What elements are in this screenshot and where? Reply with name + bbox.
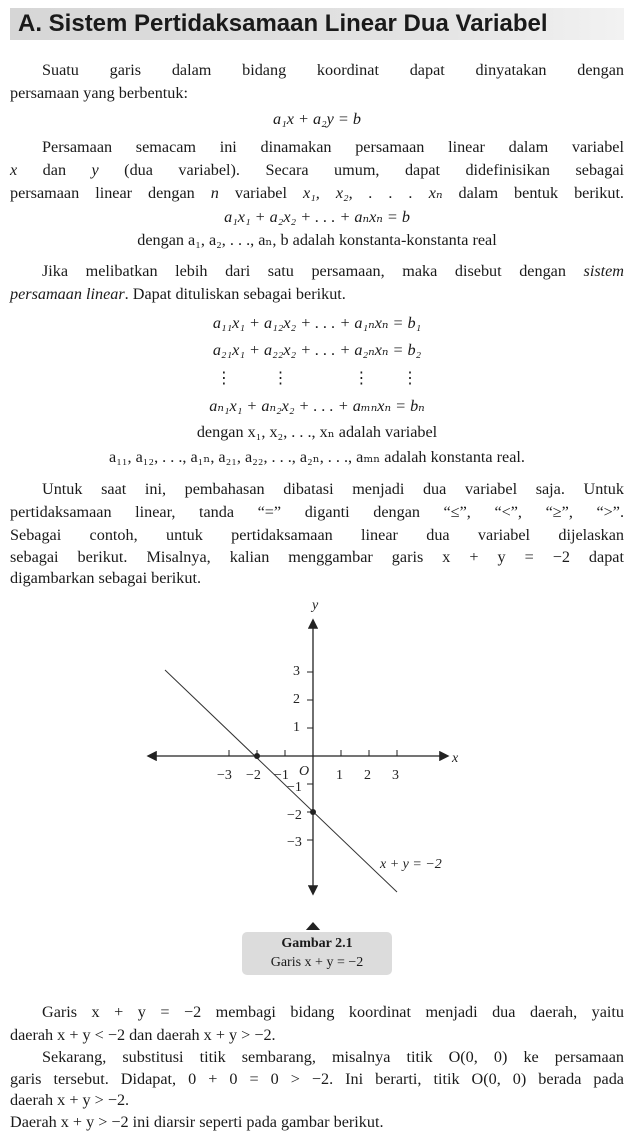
y-tick-label: 2 (293, 692, 300, 707)
y-tick-label: 3 (293, 664, 300, 679)
text: dalam bentuk berikut. (442, 184, 624, 202)
paragraph-line: digambarkan sebagai berikut. (10, 569, 202, 587)
system-note: dengan x₁, x₂, . . ., xₙ adalah variabel (196, 423, 438, 441)
x-tick-label: 3 (392, 768, 399, 783)
text: dan (17, 161, 92, 179)
y-tick-label: 1 (293, 720, 300, 735)
paragraph-line: Suatu garis dalam bidang koordinat dapat dinyatakan dengan (42, 61, 624, 79)
line-label: x + y = −2 (380, 857, 442, 872)
y-tick-label: −2 (287, 808, 302, 823)
coordinate-graph (0, 590, 634, 930)
paragraph-line: daerah x + y > −2. (10, 1091, 130, 1109)
system-row: a₁₁x₁ + a₁₂x₂ + . . . + a₁ₙxₙ = b₁ (212, 314, 422, 332)
paragraph-line: garis tersebut. Didapat, 0 + 0 = 0 > −2. Ini berarti, titik O(0, 0) berada pada (10, 1070, 624, 1088)
x-tick-label: −2 (246, 768, 261, 783)
section-title: A. Sistem Pertidaksamaan Linear Dua Variabel (18, 10, 548, 37)
paragraph-line: Garis x + y = −2 membagi bidang koordinat menjadi dua daerah, yaitu (42, 1003, 624, 1021)
variables: x₁, x₂, . . . xₙ (302, 184, 443, 202)
paragraph-line (10, 260, 624, 282)
paragraph-line: daerah x + y < −2 dan daerah x + y > −2. (10, 1026, 276, 1044)
var-n: n (210, 184, 219, 202)
y-intercept-point (310, 809, 316, 815)
system-row: ⋮ ⋮ ⋮ ⋮ (215, 369, 419, 387)
paragraph-line (10, 283, 624, 305)
figure-caption (242, 932, 392, 975)
x-intercept-point (254, 753, 260, 759)
text: (dua variabel). Secara umum, dapat didefinisikan sebagai (98, 161, 624, 179)
x-tick-label: 2 (364, 768, 371, 783)
origin-label: O (299, 764, 310, 779)
caption-pointer-icon (305, 922, 321, 930)
x-tick-label: 1 (336, 768, 343, 783)
text: persamaan linear dengan (10, 184, 211, 202)
x-tick-label: −1 (274, 768, 289, 783)
caption-title: Gambar 2.1 (281, 936, 353, 951)
var-x: x (10, 161, 18, 179)
y-tick-label: −3 (287, 835, 302, 850)
x-tick-label: −3 (217, 768, 232, 783)
paragraph-line (10, 182, 624, 204)
y-axis-label: y (312, 598, 319, 613)
paragraph-line: Persamaan semacam ini dinamakan persamaan linear dalam variabel (42, 138, 624, 156)
paragraph-line (10, 159, 624, 181)
equation-general: a₁x₁ + a₂x₂ + . . . + aₙxₙ = b (224, 208, 410, 226)
y-tick-label: −1 (287, 780, 302, 795)
caption-text: Garis x + y = −2 (270, 955, 364, 970)
x-axis-label: x (452, 751, 459, 766)
system-row: a₂₁x₁ + a₂₂x₂ + . . . + a₂ₙxₙ = b₂ (212, 341, 422, 359)
var-y: y (91, 161, 99, 179)
paragraph-line: Daerah x + y > −2 ini diarsir seperti pada gambar berikut. (10, 1113, 384, 1131)
paragraph-line: Sekarang, substitusi titik sembarang, misalnya titik O(0, 0) ke persamaan (42, 1048, 624, 1066)
equation-note: dengan a₁, a₂, . . ., aₙ, b adalah konstanta-konstanta real (137, 231, 497, 249)
term: sistem (583, 262, 624, 280)
paragraph-line: pertidaksamaan linear, tanda “=” diganti dengan “≤”, “<”, “≥”, “>”. (10, 503, 624, 521)
paragraph-line: persamaan yang berbentuk: (10, 84, 188, 102)
system-row: aₙ₁x₁ + aₙ₂x₂ + . . . + aₘₙxₙ = bₙ (209, 397, 425, 415)
paragraph-line: sebagai berikut. Misalnya, kalian menggambar garis x + y = −2 dapat (10, 548, 624, 566)
paragraph-line: Sebagai contoh, untuk pertidaksamaan linear dua variabel dijelaskan (10, 526, 624, 544)
section-header (10, 8, 624, 40)
text: variabel (218, 184, 303, 202)
text: Jika melibatkan lebih dari satu persamaan, maka disebut dengan (42, 262, 584, 280)
text: . Dapat dituliskan sebagai berikut. (124, 285, 346, 303)
equation-linear: a₁x + a₂y = b (273, 110, 361, 128)
paragraph-line: Untuk saat ini, pembahasan dibatasi menjadi dua variabel saja. Untuk (42, 480, 624, 498)
term: persamaan linear (10, 285, 125, 303)
system-note: a₁₁, a₁₂, . . ., a₁ₙ, a₂₁, a₂₂, . . ., a₂ₙ, . . ., aₘₙ adalah konstanta real. (109, 448, 525, 466)
